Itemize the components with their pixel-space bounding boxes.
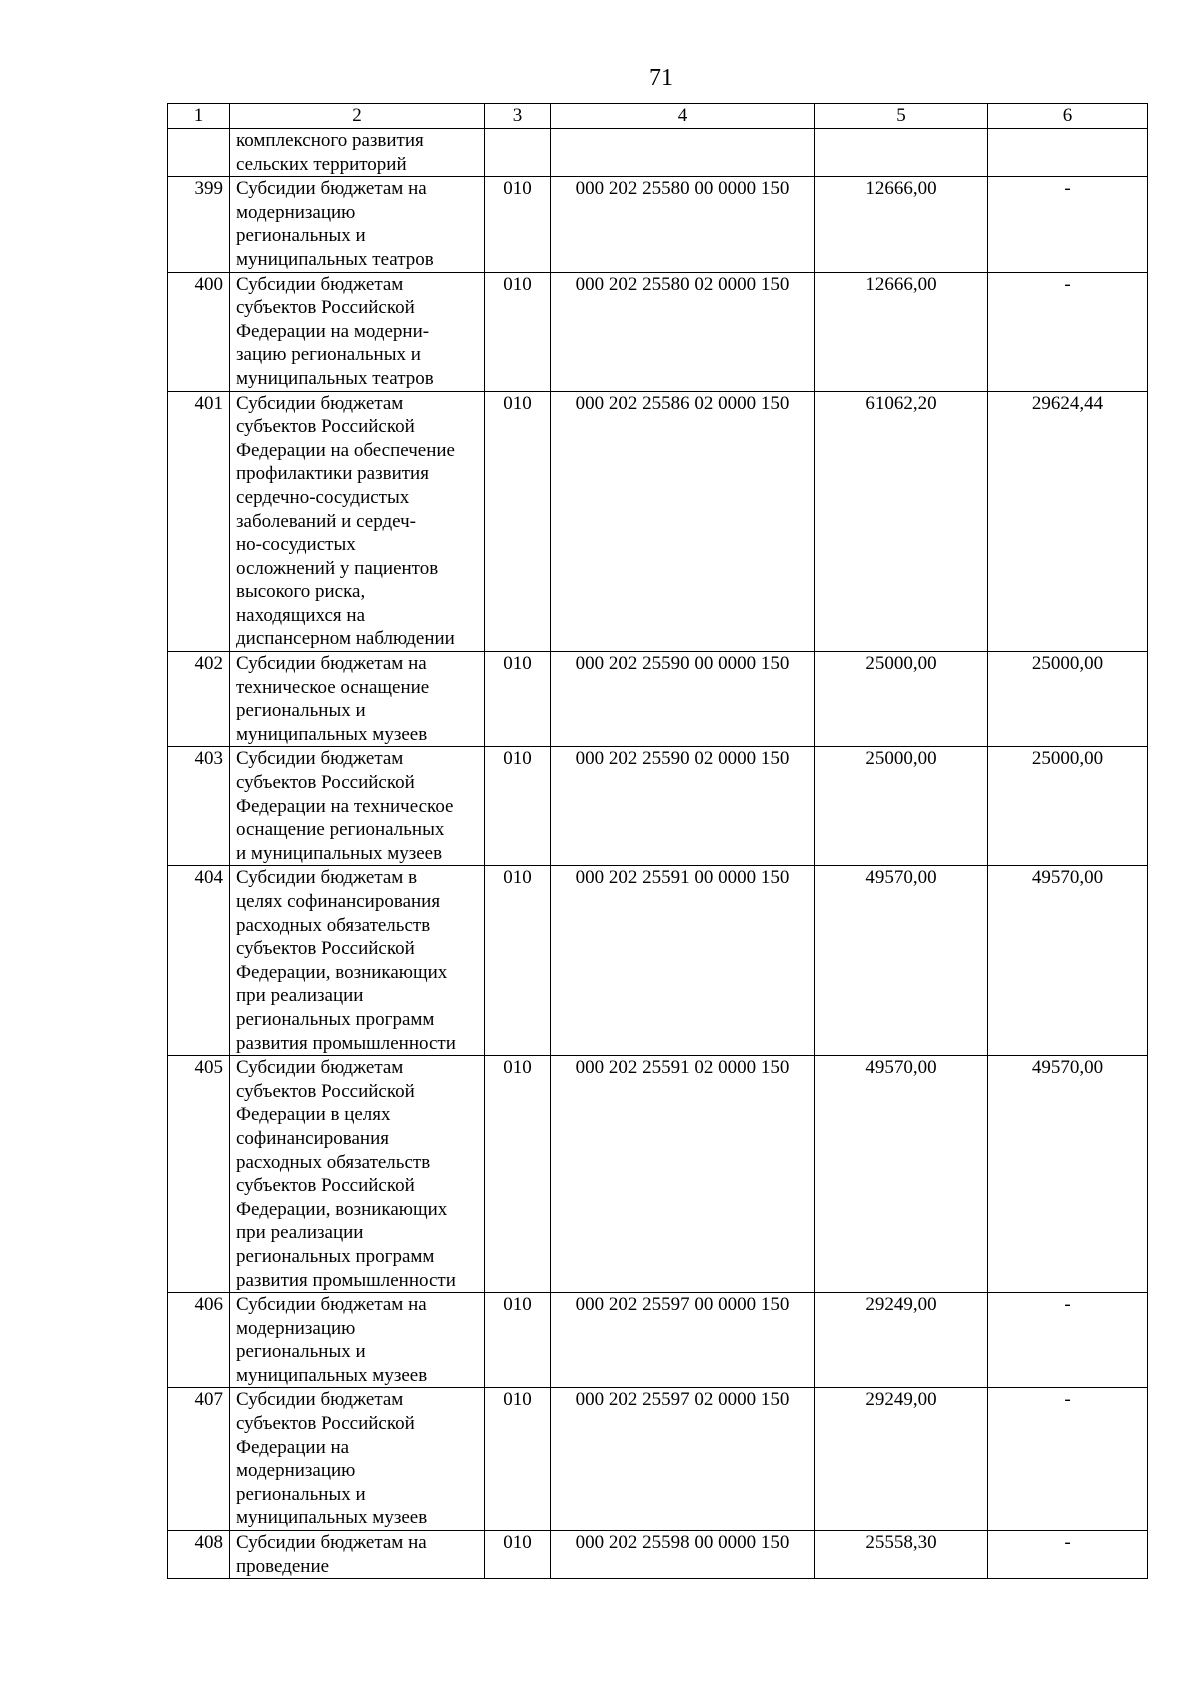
row-sum6-cell: - <box>988 272 1148 391</box>
row-name-line: при реализации <box>236 985 364 1007</box>
row-name-line: муниципальных музеев <box>236 723 428 745</box>
row-code-cell: 010 <box>485 1531 551 1579</box>
row-name-line: Федерации в целях <box>236 1104 391 1126</box>
row-name-line: модернизацию <box>236 1460 356 1482</box>
row-name-line: проведение <box>236 1555 330 1577</box>
row-sum6-cell: 49570,00 <box>988 1056 1148 1293</box>
row-name-line: сердечно-сосудистых <box>236 486 410 508</box>
row-number-cell: 407 <box>168 1388 230 1531</box>
row-name-line: модернизацию <box>236 1317 356 1339</box>
header-cell-6: 6 <box>988 104 1148 129</box>
row-name-line: комплексного развития <box>236 130 424 151</box>
table-row <box>168 1056 1148 1293</box>
row-code-cell: 010 <box>485 652 551 747</box>
table-row <box>168 129 1148 177</box>
row-name-cell <box>230 129 485 177</box>
row-name-line: Субсидии бюджетам в <box>236 867 418 889</box>
row-sum6-cell: 25000,00 <box>988 652 1148 747</box>
row-number-cell: 408 <box>168 1531 230 1579</box>
row-code-cell: 010 <box>485 1056 551 1293</box>
row-kbk-cell: 000 202 25598 00 0000 150 <box>551 1531 815 1579</box>
header-cell-4: 4 <box>551 104 815 129</box>
row-name-cell <box>230 1388 485 1531</box>
row-name-line: региональных и <box>236 1483 366 1505</box>
table-row <box>168 1388 1148 1531</box>
row-name-cell <box>230 391 485 652</box>
table-row <box>168 747 1148 866</box>
row-name-line: Федерации на обеспечение <box>236 439 455 461</box>
header-cell-3: 3 <box>485 104 551 129</box>
row-name-line: Субсидии бюджетам <box>236 1389 404 1411</box>
row-name-line: техническое оснащение <box>236 676 430 698</box>
row-name-line: муниципальных музеев <box>236 1507 428 1529</box>
row-name-line: Федерации на техническое <box>236 795 454 817</box>
row-name-cell <box>230 1056 485 1293</box>
row-name-line: софинансирования <box>236 1127 390 1149</box>
row-name-line: региональных программ <box>236 1008 435 1030</box>
row-sum6-cell: - <box>988 177 1148 272</box>
row-name-cell <box>230 272 485 391</box>
row-name-line: Субсидии бюджетам <box>236 273 404 295</box>
row-name-line: муниципальных театров <box>236 367 434 389</box>
row-name-line: муниципальных музеев <box>236 1364 428 1386</box>
row-name-line: региональных и <box>236 700 366 722</box>
row-name-line: зацию региональных и <box>236 344 421 366</box>
row-number-cell: 400 <box>168 272 230 391</box>
row-name-line: Федерации на модерни- <box>236 320 430 342</box>
row-sum6-cell: 29624,44 <box>988 391 1148 652</box>
row-number-cell: 402 <box>168 652 230 747</box>
row-name-cell <box>230 652 485 747</box>
row-name-line: Федерации на <box>236 1436 350 1458</box>
row-name-line: субъектов Российской <box>236 1080 415 1102</box>
row-number-cell <box>168 129 230 177</box>
row-name-line: субъектов Российской <box>236 416 415 438</box>
row-name-line: Субсидии бюджетам <box>236 1057 404 1079</box>
row-name-line: и муниципальных музеев <box>236 842 443 864</box>
row-kbk-cell: 000 202 25597 02 0000 150 <box>551 1388 815 1531</box>
row-sum6-cell: - <box>988 1388 1148 1531</box>
row-name-line: Федерации, возникающих <box>236 1198 448 1220</box>
row-number-cell: 404 <box>168 866 230 1056</box>
row-sum5-cell: 49570,00 <box>815 866 988 1056</box>
header-cell-2: 2 <box>230 104 485 129</box>
row-name-line: но-сосудистых <box>236 534 356 556</box>
row-sum5-cell: 25000,00 <box>815 652 988 747</box>
row-name-cell <box>230 866 485 1056</box>
row-code-cell: 010 <box>485 1293 551 1388</box>
row-sum6-cell: - <box>988 1293 1148 1388</box>
row-number-cell: 401 <box>168 391 230 652</box>
row-sum6-cell: - <box>988 1531 1148 1579</box>
row-name-line: Субсидии бюджетам на <box>236 653 427 675</box>
row-name-line: Субсидии бюджетам на <box>236 1532 427 1554</box>
row-sum5-cell: 25558,30 <box>815 1531 988 1579</box>
row-sum6-cell: 25000,00 <box>988 747 1148 866</box>
header-cell-5: 5 <box>815 104 988 129</box>
table-header-row <box>168 104 1148 129</box>
row-kbk-cell: 000 202 25580 00 0000 150 <box>551 177 815 272</box>
row-name-line: модернизацию <box>236 201 356 223</box>
row-name-line: субъектов Российской <box>236 297 415 319</box>
row-sum5-cell: 12666,00 <box>815 177 988 272</box>
row-number-cell: 405 <box>168 1056 230 1293</box>
row-name-line: региональных и <box>236 1341 366 1363</box>
table-row <box>168 177 1148 272</box>
row-name-line: Субсидии бюджетам на <box>236 1294 427 1316</box>
row-name-line: профилактики развития <box>236 463 429 485</box>
row-sum5-cell: 25000,00 <box>815 747 988 866</box>
table-row <box>168 272 1148 391</box>
row-name-line: субъектов Российской <box>236 1413 415 1435</box>
row-kbk-cell: 000 202 25586 02 0000 150 <box>551 391 815 652</box>
row-code-cell: 010 <box>485 1388 551 1531</box>
row-name-line: субъектов Российской <box>236 772 415 794</box>
row-kbk-cell: 000 202 25590 02 0000 150 <box>551 747 815 866</box>
row-name-line: диспансерном наблюдении <box>236 628 455 650</box>
row-name-cell <box>230 177 485 272</box>
row-kbk-cell: 000 202 25597 00 0000 150 <box>551 1293 815 1388</box>
row-code-cell: 010 <box>485 177 551 272</box>
row-name-line: Субсидии бюджетам на <box>236 178 427 200</box>
row-name-line: расходных обязательств <box>236 1151 431 1173</box>
row-name-line: целях софинансирования <box>236 891 441 912</box>
table-row <box>168 652 1148 747</box>
row-sum5-cell: 29249,00 <box>815 1293 988 1388</box>
row-number-cell: 399 <box>168 177 230 272</box>
row-number-cell: 403 <box>168 747 230 866</box>
table-row <box>168 391 1148 652</box>
row-name-line: субъектов Российской <box>236 938 415 960</box>
row-name-line: развития промышленности <box>236 1269 456 1291</box>
row-name-line: оснащение региональных <box>236 819 445 841</box>
row-sum5-cell: 29249,00 <box>815 1388 988 1531</box>
row-name-line: развития промышленности <box>236 1032 456 1054</box>
table-row <box>168 1293 1148 1388</box>
row-name-line: сельских территорий <box>236 153 407 175</box>
row-sum5-cell: 12666,00 <box>815 272 988 391</box>
row-name-line: региональных программ <box>236 1245 435 1267</box>
row-kbk-cell <box>551 129 815 177</box>
row-name-line: Федерации, возникающих <box>236 961 448 983</box>
page-number: 71 <box>649 65 673 91</box>
row-name-cell <box>230 1293 485 1388</box>
row-kbk-cell: 000 202 25590 00 0000 150 <box>551 652 815 747</box>
row-sum5-cell <box>815 129 988 177</box>
header-cell-1: 1 <box>168 104 230 129</box>
row-code-cell: 010 <box>485 272 551 391</box>
row-name-line: муниципальных театров <box>236 248 434 270</box>
row-name-line: региональных и <box>236 225 366 247</box>
row-code-cell <box>485 129 551 177</box>
row-name-line: находящихся на <box>236 604 366 626</box>
row-kbk-cell: 000 202 25591 02 0000 150 <box>551 1056 815 1293</box>
row-code-cell: 010 <box>485 866 551 1056</box>
table-row <box>168 866 1148 1056</box>
row-code-cell: 010 <box>485 391 551 652</box>
row-sum5-cell: 49570,00 <box>815 1056 988 1293</box>
table-row <box>168 1531 1148 1579</box>
row-sum6-cell <box>988 129 1148 177</box>
row-name-line: высокого риска, <box>236 581 366 603</box>
budget-table <box>167 103 1148 1579</box>
row-sum5-cell: 61062,20 <box>815 391 988 652</box>
row-name-line: Субсидии бюджетам <box>236 748 404 770</box>
row-kbk-cell: 000 202 25591 00 0000 150 <box>551 866 815 1056</box>
row-name-line: заболеваний и сердеч- <box>236 510 416 532</box>
row-sum6-cell: 49570,00 <box>988 866 1148 1056</box>
row-kbk-cell: 000 202 25580 02 0000 150 <box>551 272 815 391</box>
row-name-cell <box>230 1531 485 1579</box>
row-name-line: Субсидии бюджетам <box>236 392 404 414</box>
row-name-cell <box>230 747 485 866</box>
row-name-line: расходных обязательств <box>236 914 431 936</box>
row-number-cell: 406 <box>168 1293 230 1388</box>
row-code-cell: 010 <box>485 747 551 866</box>
row-name-line: осложнений у пациентов <box>236 557 439 579</box>
row-name-line: субъектов Российской <box>236 1175 415 1197</box>
row-name-line: при реализации <box>236 1222 364 1244</box>
